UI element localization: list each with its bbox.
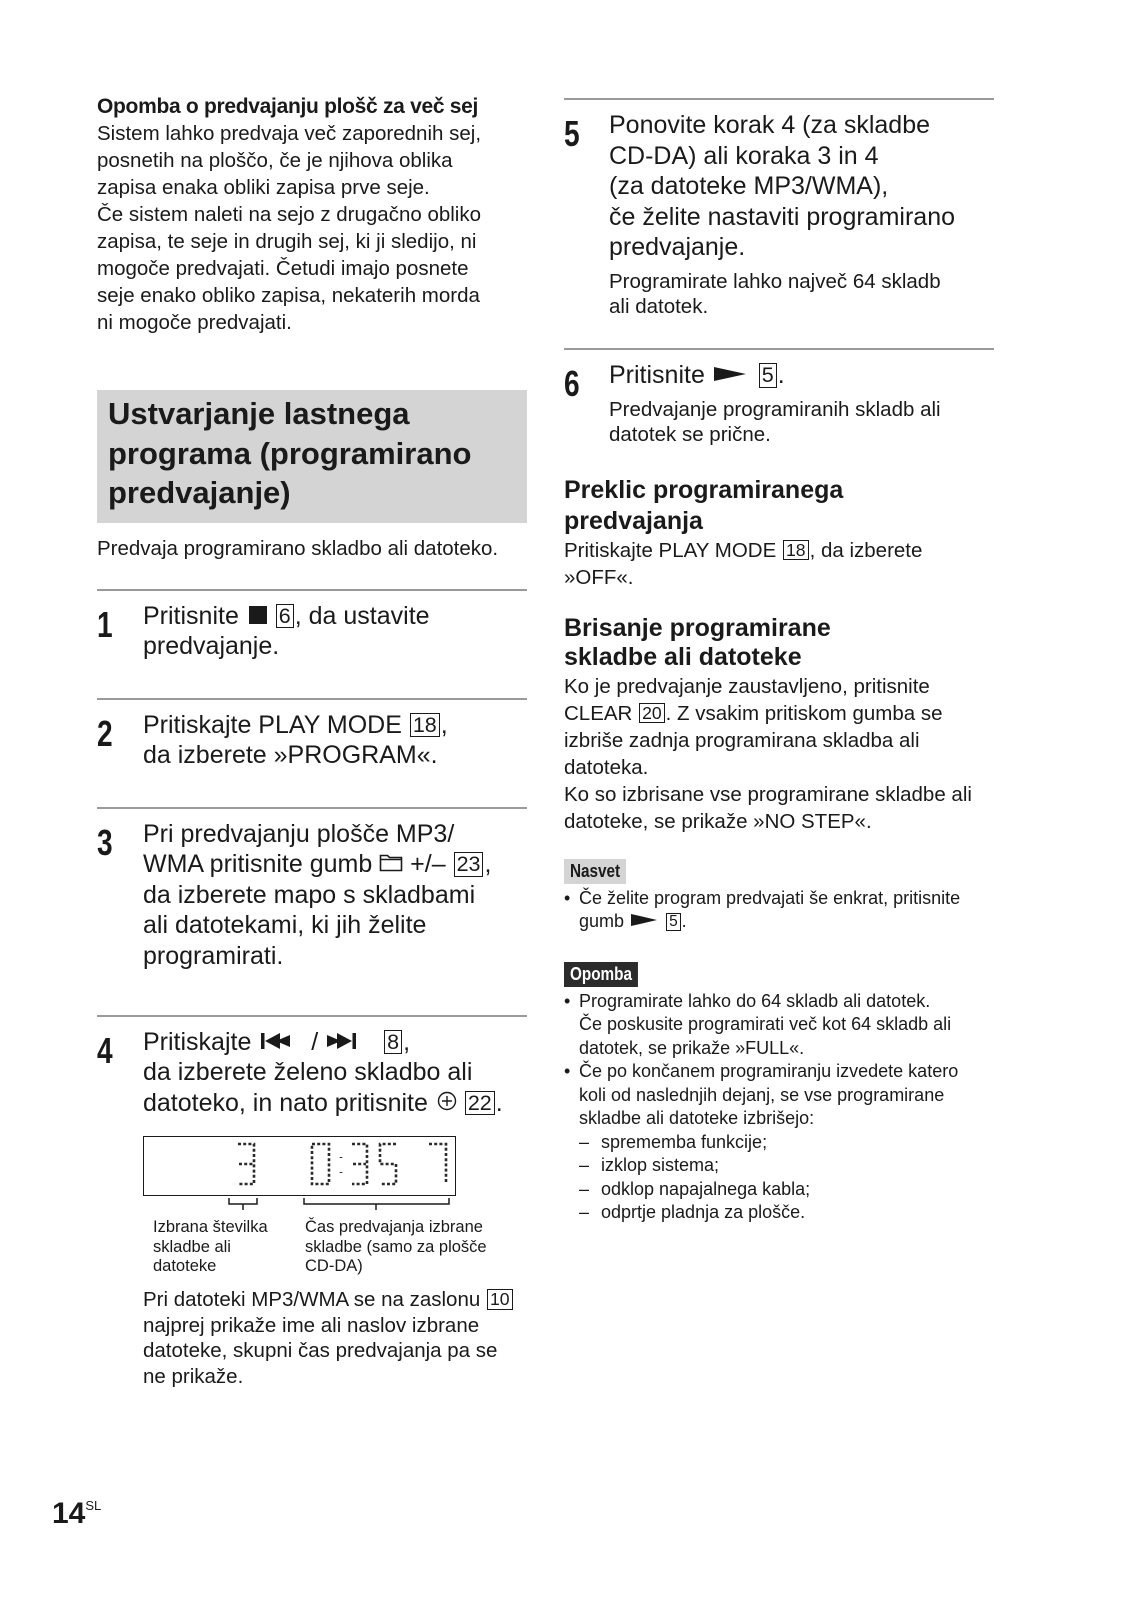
step-text: , [440,710,448,739]
display-panel [143,1136,456,1196]
tip-line: • Če želite program predvajati še enkrat, pritisnite [579,887,961,908]
erase-text-part: CLEAR [564,701,633,725]
remark-line: skladbe ali datoteke izbrišejo: [579,1108,815,1128]
erase-line: datoteke, se prikaže »NO STEP«. [564,809,872,833]
button-ref: 20 [639,703,665,724]
erase-line: datoteka. [564,755,649,779]
note-line: Sistem lahko predvaja več zaporednih sej, [97,122,482,145]
erase-heading [564,614,994,673]
left-column [97,94,527,1389]
play-icon [631,913,657,927]
step-1 [97,601,527,696]
step-number: 5 [564,113,580,154]
button-ref: 6 [276,604,294,629]
step-2 [97,710,527,805]
subheading-line: skladbe ali datoteke [564,643,802,671]
section-heading [108,394,517,513]
step-text: če želite nastaviti programirano [609,202,955,231]
note-line: posnetih na ploščo, če je njihova oblika [97,149,453,172]
step-text: Pritisnite [609,361,705,389]
remark-label: Opomba [564,962,638,987]
remark-dash-item: – odprtje pladnja za plošče. [564,1201,994,1225]
step-text: da izberete »PROGRAM«. [143,741,438,769]
step-text: . [495,1088,503,1117]
tip-text-part: gumb [579,911,625,931]
page-number-value: 14 [52,1497,86,1530]
step-text: Pritisnite [143,601,239,630]
display-note-line: najprej prikaže ime ali naslov izbrane [143,1313,480,1337]
step-6 [564,360,994,448]
remark-line: • Če po končanem programiranju izvedete katero [579,1061,959,1081]
cancel-heading [564,475,994,537]
tip-label: Nasvet [564,859,626,884]
right-column [564,98,994,1225]
note-line: zapisa, te seje in drugih sej, ki ji sledijo, ni [97,230,477,253]
step-number: 2 [97,712,113,754]
display-note-line: datoteke, skupni čas predvajanja pa se [143,1339,498,1362]
step-3 [97,819,527,1005]
button-ref: 18 [410,713,440,738]
page-language-code: SL [85,1498,102,1513]
section-heading-box [97,390,527,523]
note-line: mogoče predvajati. Četudi imajo posnete [97,257,469,280]
callout-brackets [143,1196,463,1216]
remark-line: koli od naslednjih dejanj, se vse programirane [579,1084,945,1105]
step-number: 3 [97,821,113,863]
heading-line: predvajanje) [108,475,291,510]
step-text: Pritiskajte PLAY MODE [143,710,402,739]
remark-line: datotek, se prikaže »FULL«. [579,1037,805,1058]
subheading-line: Brisanje programirane [564,613,831,642]
next-track-icon [327,1032,357,1050]
tip-block [564,859,994,934]
remark-block [564,962,994,1225]
step-text: / [311,1027,319,1056]
erase-line: Ko so izbrisane vse programirane skladbe ali [564,782,972,806]
step-text: da izberete želeno skladbo ali [143,1058,473,1086]
folder-icon [379,852,403,872]
step-text: predvajanje. [609,233,746,261]
caption-line: Čas predvajanja izbrane [305,1218,483,1236]
note-line: ni mogoče predvajati. [97,311,292,334]
tip-bullet [564,887,994,934]
remark-dash-item: – sprememba funkcije; [564,1131,994,1155]
button-ref: 5 [666,913,681,931]
display-note [143,1287,527,1389]
step-text: Pri predvajanju plošče MP3/ [143,819,455,848]
step-text: +/– [410,850,446,878]
note-title: Opomba o predvajanju plošč za več sej [97,95,479,118]
step-text: , [403,1027,411,1056]
caption-line: skladbe (samo za plošče [305,1237,487,1256]
play-icon [714,365,746,383]
caption-line: datoteke [153,1257,217,1275]
divider [97,698,527,700]
button-ref: 18 [783,540,809,561]
subheading-line: Preklic programiranega [564,475,844,504]
display-note-line: ne prikaže. [143,1364,244,1388]
button-ref: 8 [384,1030,402,1055]
divider [564,348,994,350]
caption-line: Izbrana številka [153,1218,268,1236]
erase-text-part: . Z vsakim pritiskom gumba se [665,701,943,725]
step-5 [564,110,994,348]
divider [97,807,527,809]
step-subtext: datotek se prične. [609,423,771,446]
step-subtext: ali datotek. [609,295,709,318]
caption-line: CD-DA) [305,1257,363,1275]
caption-line: skladbe ali [153,1237,231,1256]
cancel-text [564,537,994,591]
step-4 [97,1027,527,1119]
remark-line: Če poskusite programirati več kot 64 skladb ali [579,1014,952,1034]
step-text: CD-DA) ali koraka 3 in 4 [609,141,879,170]
section-intro: Predvaja programirano skladbo ali datoteko. [97,536,499,560]
heading-line: programa (programirano [108,435,472,471]
step-text: WMA pritisnite gumb [143,850,373,878]
step-text: Pritiskajte [143,1027,252,1056]
remark-dash-item: – odklop napajalnega kabla; [564,1178,994,1202]
remark-line: • Programirate lahko do 64 skladb ali datotek. [579,990,931,1011]
note-body [97,120,527,336]
remark-bullet [564,990,994,1061]
enter-button-icon [437,1091,457,1111]
step-text: da izberete mapo s skladbami [143,880,476,909]
caption-track-number [153,1218,293,1277]
step-number: 4 [97,1029,113,1071]
cancel-text-part: Pritiskajte PLAY MODE [564,538,777,562]
step-text: ali datotekami, ki jih želite [143,911,427,939]
cancel-text-part: , da izberete »OFF«. [564,538,923,589]
display-note-text: Pri datoteki MP3/WMA se na zaslonu [143,1288,481,1311]
divider [97,589,527,591]
step-text: , [484,850,492,878]
divider [97,1015,527,1017]
step-text: , da ustavite [294,601,430,630]
caption-playing-time [305,1218,535,1277]
display-illustration [143,1136,527,1286]
button-ref: 10 [487,1289,513,1310]
step-text: programirati. [143,941,284,970]
remark-bullet [564,1060,994,1131]
divider [564,98,994,100]
button-ref: 5 [759,363,777,388]
step-subtext: Programirate lahko največ 64 skladb [609,269,941,293]
step-text: (za datoteke MP3/WMA), [609,172,889,200]
segment-display [144,1137,455,1195]
subheading-line: predvajanja [564,506,703,535]
erase-body [564,673,994,835]
step-subtext: Predvajanje programiranih skladb ali [609,397,941,421]
heading-line: Ustvarjanje lastnega [108,396,410,431]
step-text: . [777,361,785,389]
step-text: Ponovite korak 4 (za skladbe [609,111,931,139]
tip-text-part: . [681,911,687,931]
note-line: Če sistem naleti na sejo z drugačno obliko [97,203,482,226]
step-text: datoteko, in nato pritisnite [143,1088,428,1117]
button-ref: 22 [465,1091,495,1116]
erase-line: Ko je predvajanje zaustavljeno, pritisnite [564,674,930,698]
erase-line: izbriše zadnja programirana skladba ali [564,728,920,752]
step-number: 1 [97,603,113,645]
step-text: predvajanje. [143,632,280,660]
previous-track-icon [260,1032,290,1050]
button-ref: 23 [454,852,484,877]
remark-dash-item: – izklop sistema; [564,1154,994,1178]
note-line: zapisa enaka obliki zapisa prve seje. [97,176,430,199]
step-number: 6 [564,363,580,404]
page-number [52,1491,101,1529]
stop-icon [249,606,267,624]
note-line: seje enako obliko zapisa, nekaterih morda [97,284,480,307]
